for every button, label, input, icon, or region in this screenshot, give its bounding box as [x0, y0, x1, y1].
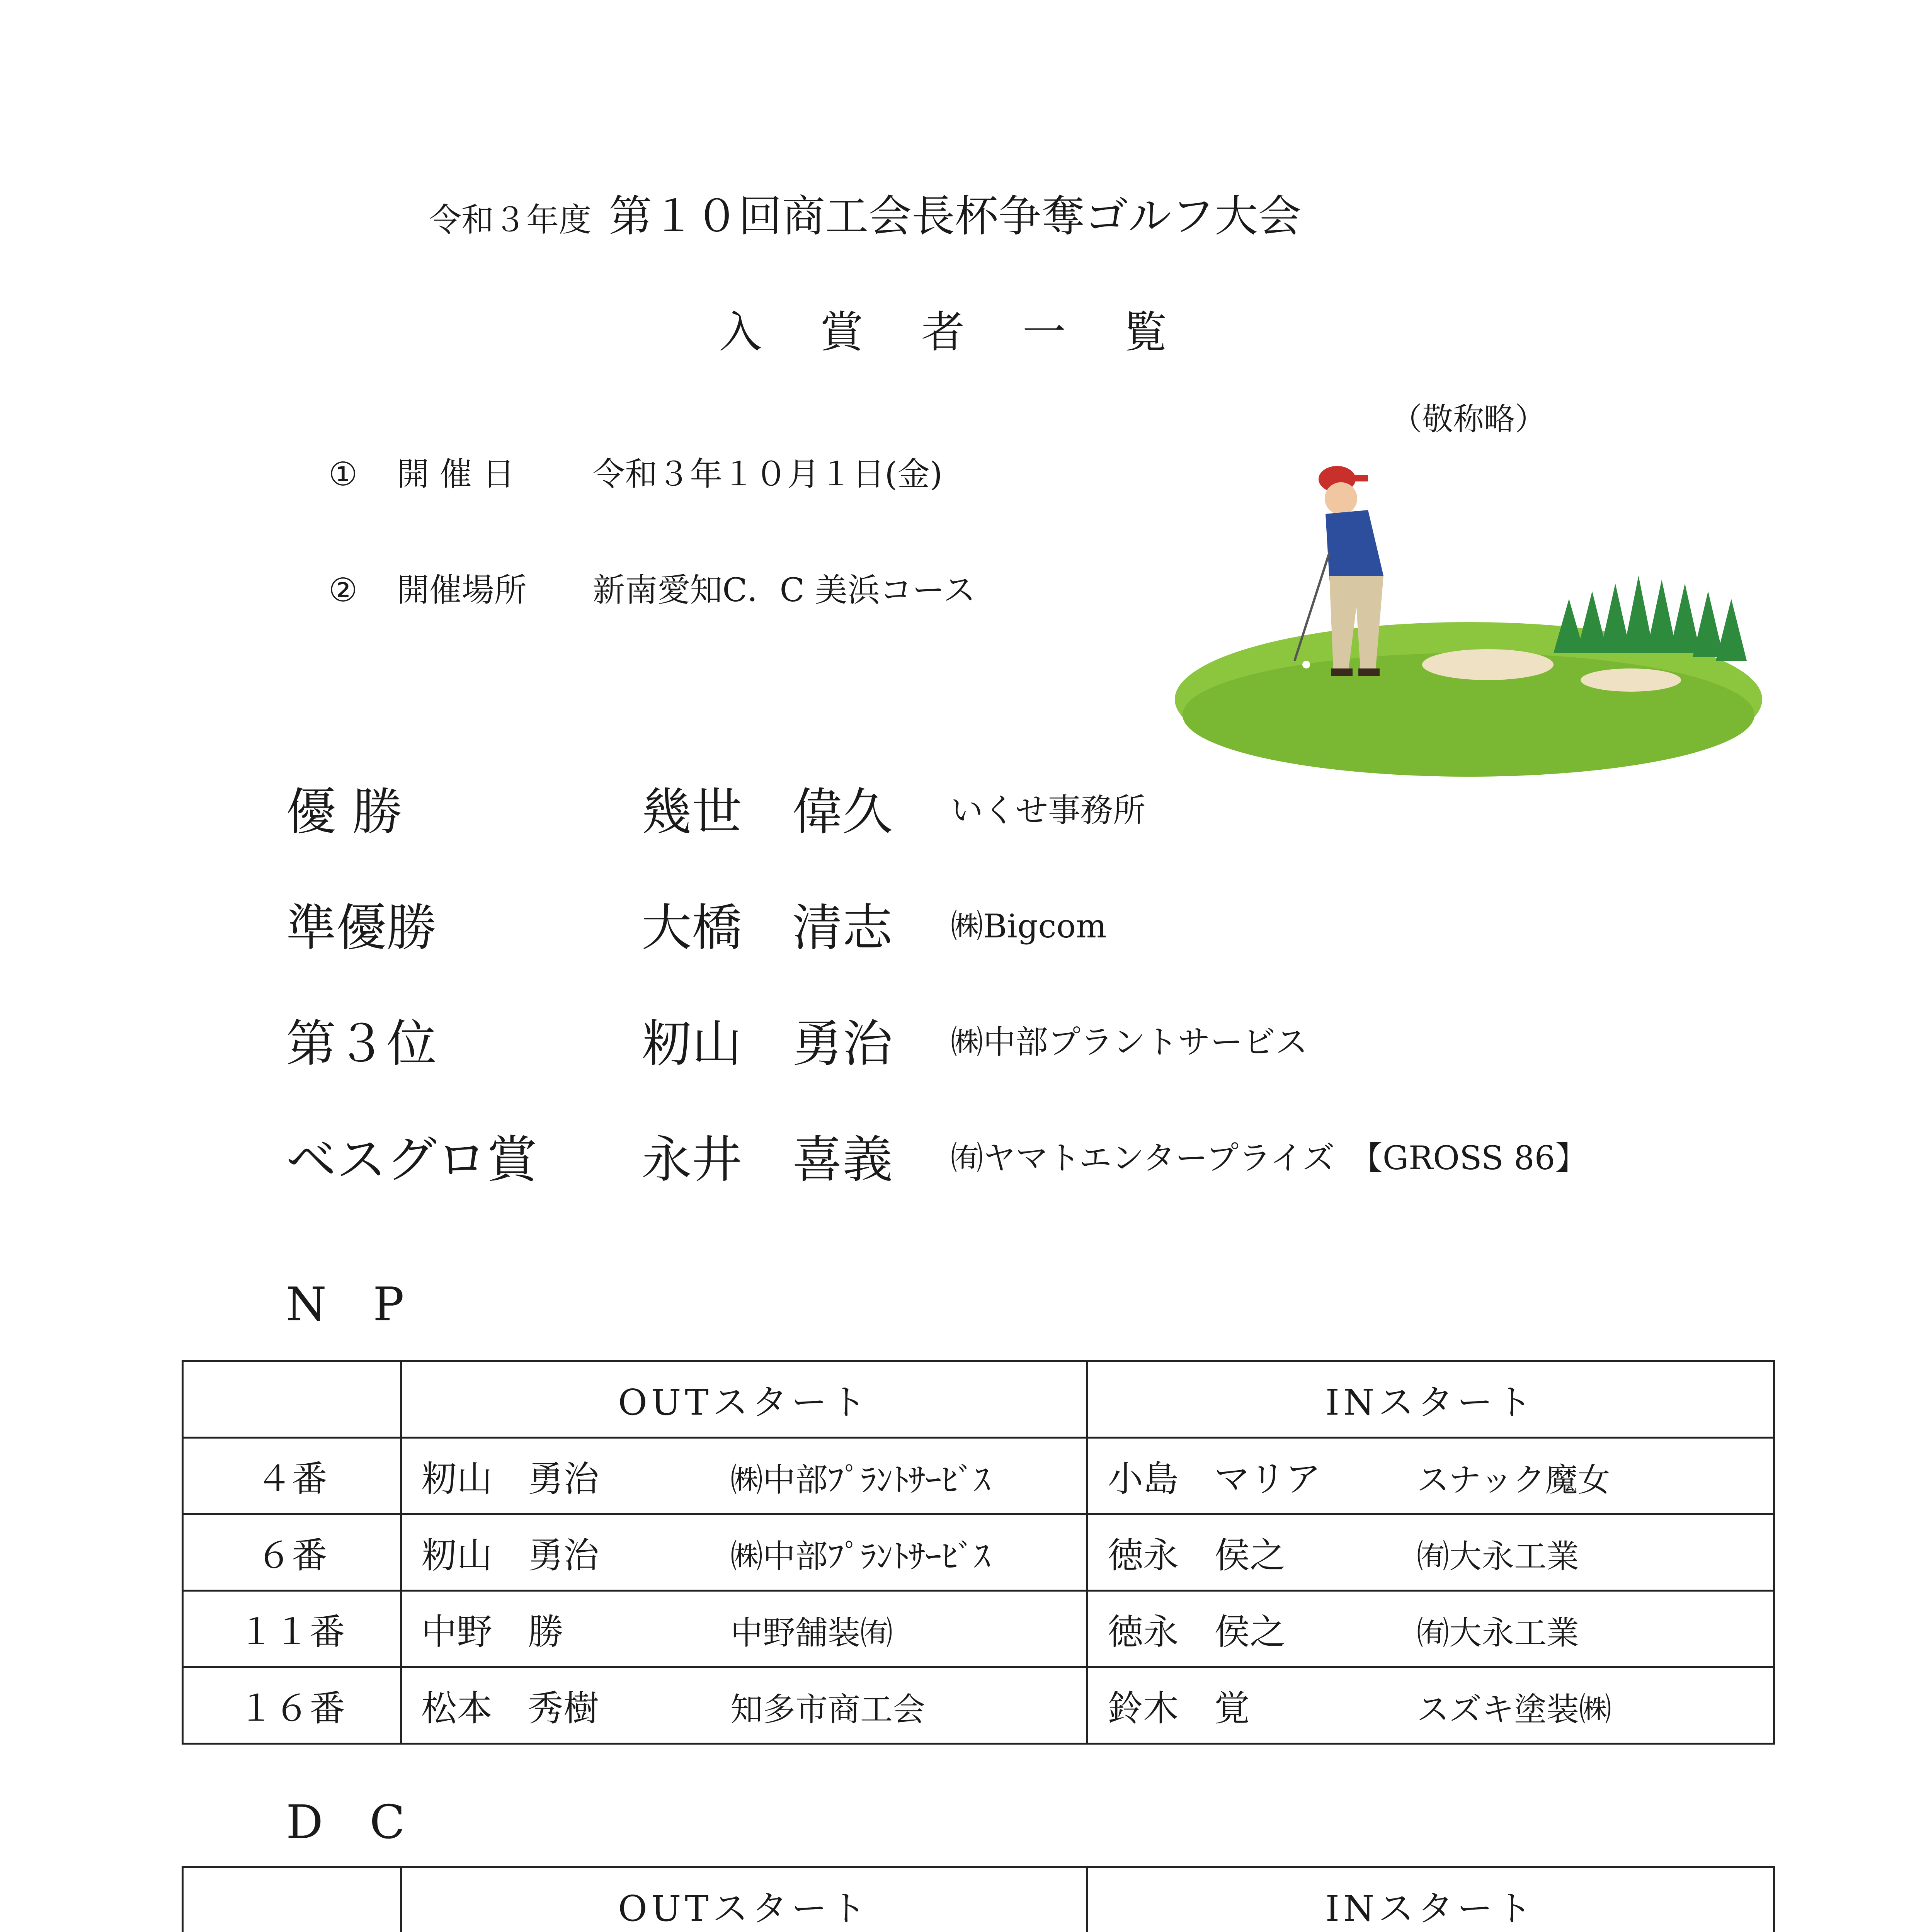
header-cell-empty: [183, 1867, 401, 1932]
header-out: OUTスタート: [401, 1361, 1087, 1438]
info-date-value: 令和３年１０月１日(金): [592, 455, 943, 493]
header-in: INスタート: [1087, 1361, 1774, 1438]
header-out: OUTスタート: [401, 1867, 1087, 1932]
info-venue-value: 新南愛知C．C 美浜コース: [592, 571, 976, 609]
header-in: INスタート: [1087, 1867, 1774, 1932]
winner-name: 大橋 清志: [642, 898, 893, 957]
sand-bunker: [1422, 649, 1554, 680]
player-company: スズキ塗装㈱: [1417, 1690, 1612, 1728]
out-cell: [401, 1514, 1087, 1591]
in-cell: [1087, 1667, 1774, 1744]
golfer-illustration: [1167, 444, 1770, 784]
hole-cell: ６番: [183, 1514, 401, 1591]
player-name: 籾山 勇治: [421, 1458, 599, 1500]
winner-extra: 【GROSS 86】: [1350, 1139, 1588, 1177]
player-name: 中野 勝: [421, 1611, 564, 1653]
event-year: 令和３年度: [429, 201, 592, 239]
info-date-marker: ①: [328, 455, 358, 493]
info-venue-marker: ②: [328, 571, 358, 609]
player-company: ㈱中部ﾌﾟﾗﾝﾄｻｰﾋﾞｽ: [730, 1537, 990, 1575]
table-header-row: [183, 1361, 1774, 1438]
np-table: [182, 1360, 1775, 1745]
winner-name: 籾山 勇治: [642, 1014, 893, 1073]
player-name: 小島 マリア: [1108, 1458, 1321, 1500]
title-line: [429, 182, 1301, 244]
player-name: 籾山 勇治: [421, 1534, 599, 1576]
player-name: 徳永 侯之: [1108, 1534, 1286, 1576]
player-company: 知多市商工会: [730, 1690, 926, 1728]
winners-list: [286, 750, 1588, 1213]
event-title: 第１０回商工会長杯争奪ゴルフ大会: [609, 191, 1302, 242]
player-name: 鈴木 覚: [1108, 1687, 1250, 1729]
winner-name: 幾世 偉久: [642, 782, 893, 841]
player-name: 松本 秀樹: [421, 1687, 599, 1729]
player-company: ㈲大永工業: [1417, 1614, 1579, 1652]
winner-company: ㈱Bigcom: [951, 907, 1107, 945]
info-date: [328, 448, 943, 495]
winner-row: [286, 1097, 1588, 1213]
dc-table: [182, 1866, 1775, 1932]
winner-company: ㈲ヤマトエンタープライズ: [951, 1139, 1335, 1177]
hole-cell: ４番: [183, 1438, 401, 1514]
player-company: ㈱中部ﾌﾟﾗﾝﾄｻｰﾋﾞｽ: [730, 1461, 990, 1499]
player-company: 中野舗装㈲: [730, 1614, 893, 1652]
table-row: [183, 1438, 1774, 1514]
award-title: 第３位: [286, 1014, 437, 1073]
info-venue-label: 開催場所: [396, 571, 527, 609]
player-company: スナック魔女: [1417, 1461, 1610, 1499]
award-title: ベスグロ賞: [286, 1130, 538, 1189]
tree-line: [1554, 576, 1747, 661]
np-heading: N P: [286, 1278, 404, 1332]
winner-company: いくせ事務所: [951, 791, 1146, 829]
out-cell: [401, 1591, 1087, 1667]
table-row: [183, 1667, 1774, 1744]
table-row: [183, 1591, 1774, 1667]
in-cell: [1087, 1438, 1774, 1514]
info-date-label: 開 催 日: [396, 455, 515, 493]
player-company: ㈲大永工業: [1417, 1537, 1579, 1575]
info-venue: [328, 564, 975, 611]
out-cell: [401, 1438, 1087, 1514]
in-cell: [1087, 1514, 1774, 1591]
winner-company: ㈱中部プラントサービス: [951, 1023, 1308, 1061]
winner-name: 永井 喜義: [642, 1130, 893, 1189]
page-subtitle: 入賞者一覧: [719, 307, 1225, 357]
out-cell: [401, 1667, 1087, 1744]
hole-cell: １１番: [183, 1591, 401, 1667]
dc-heading: D C: [286, 1796, 405, 1849]
winner-row: [286, 750, 1588, 866]
winner-row: [286, 866, 1588, 981]
sand-bunker: [1581, 668, 1681, 692]
honorific-note: （敬称略）: [1391, 401, 1546, 437]
header-cell-empty: [183, 1361, 401, 1438]
hole-cell: １６番: [183, 1667, 401, 1744]
award-title: 準優勝: [286, 898, 437, 957]
award-title: 優 勝: [286, 782, 403, 841]
in-cell: [1087, 1591, 1774, 1667]
winner-row: [286, 981, 1588, 1097]
table-header-row: [183, 1867, 1774, 1932]
player-name: 徳永 侯之: [1108, 1611, 1286, 1653]
table-row: [183, 1514, 1774, 1591]
